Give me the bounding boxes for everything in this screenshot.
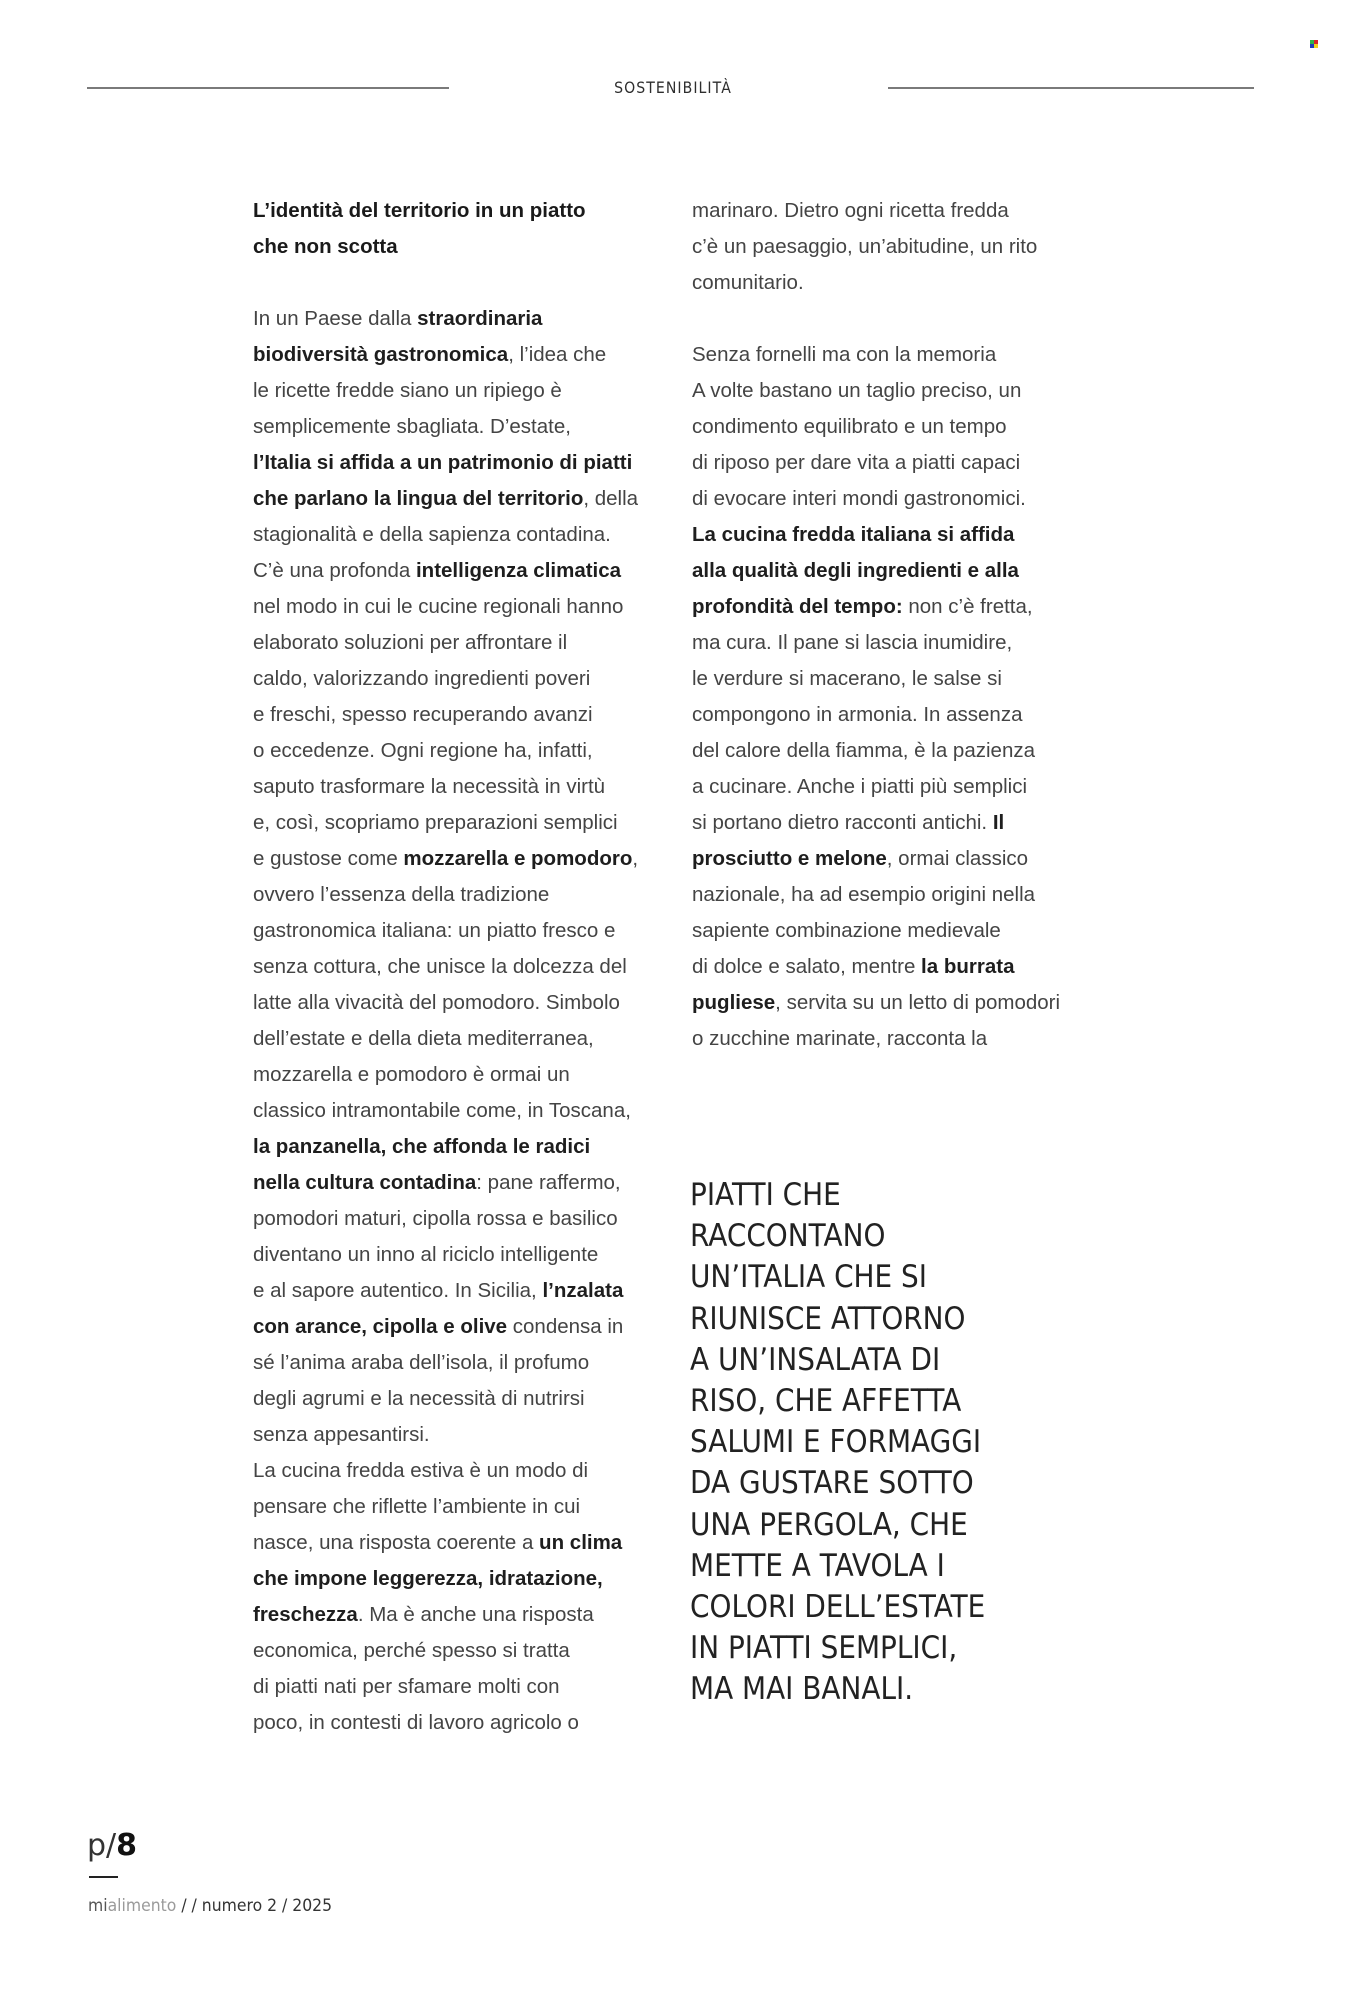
header-rule-right <box>888 87 1254 89</box>
text-line <box>253 553 673 589</box>
text-line <box>253 409 673 445</box>
body-text: C’è una profonda <box>253 559 416 582</box>
body-text: nasce, una risposta coerente a <box>253 1531 540 1554</box>
text-line <box>253 1309 673 1345</box>
body-text: di riposo per dare vita a piatti capaci <box>692 451 1021 474</box>
body-text: a cucinare. Anche i piatti più semplici <box>692 775 1028 798</box>
body-text: o zucchine marinate, racconta la <box>692 1027 988 1050</box>
body-text: , ormai classico <box>886 847 1029 870</box>
text-line <box>253 913 673 949</box>
text-line <box>253 1201 673 1237</box>
text-line <box>253 769 673 805</box>
body-text: caldo, valorizzando ingredienti poveri <box>253 667 591 690</box>
text-line <box>692 589 1112 625</box>
text-line <box>253 517 673 553</box>
article-body-left <box>253 301 673 1741</box>
bold-text: la panzanella, che affonda le radici <box>253 1135 591 1158</box>
body-text: , della <box>583 487 639 510</box>
text-line <box>692 481 1112 517</box>
text-line <box>253 625 673 661</box>
bold-text: profondità del tempo: <box>692 595 903 618</box>
text-line <box>253 1597 673 1633</box>
paragraph-gap <box>253 265 673 301</box>
section-title: SOSTENIBILITÀ <box>614 78 732 97</box>
text-line <box>692 841 1112 877</box>
body-text: saputo trasformare la necessità in virtù <box>253 775 606 798</box>
body-text: le ricette fredde siano un ripiego è <box>253 379 562 402</box>
text-line <box>692 1021 1112 1057</box>
bold-text: l’nzalata <box>542 1279 624 1302</box>
body-text: poco, in contesti di lavoro agricolo o <box>253 1711 579 1734</box>
bold-text: nella cultura contadina <box>253 1171 477 1194</box>
body-text: , servita su un letto di pomodori <box>775 991 1061 1014</box>
article-body-right-top <box>692 193 1112 301</box>
bold-text: freschezza <box>253 1603 358 1626</box>
text-line <box>692 805 1112 841</box>
pull-quote-line: A UN’INSALATA DI <box>690 1341 941 1378</box>
body-text: e gustose come <box>253 847 404 870</box>
body-text: classico intramontabile come, in Toscana, <box>253 1099 631 1122</box>
body-text: semplicemente sbagliata. D’estate, <box>253 415 571 438</box>
paragraph-gap <box>692 301 1112 337</box>
text-line <box>253 661 673 697</box>
body-text: latte alla vivacità del pomodoro. Simbolo <box>253 991 620 1014</box>
body-text: dell’estate e della dieta mediterranea, <box>253 1027 594 1050</box>
text-line <box>253 1453 673 1489</box>
body-text: condimento equilibrato e un tempo <box>692 415 1007 438</box>
text-line <box>253 301 673 337</box>
bold-text: pugliese <box>692 991 776 1014</box>
body-text: senza appesantirsi. <box>253 1423 430 1446</box>
text-line <box>692 733 1112 769</box>
body-text: e al sapore autentico. In Sicilia, <box>253 1279 543 1302</box>
body-text: non c’è fretta, <box>902 595 1033 618</box>
text-line <box>692 553 1112 589</box>
heading-line: L’identità del territorio in un piatto <box>253 199 586 222</box>
bold-text: intelligenza climatica <box>415 559 622 582</box>
pull-quote <box>690 1175 985 1710</box>
body-text: compongono in armonia. In assenza <box>692 703 1023 726</box>
text-line <box>692 517 1112 553</box>
body-text: gastronomica italiana: un piatto fresco e <box>253 919 616 942</box>
page-prefix: p/ <box>87 1828 117 1863</box>
body-text: stagionalità e della sapienza contadina. <box>253 523 611 546</box>
pull-quote-line: RIUNISCE ATTORNO <box>690 1300 966 1337</box>
body-text: : pane raffermo, <box>476 1171 621 1194</box>
text-line <box>253 1525 673 1561</box>
text-line <box>253 481 673 517</box>
text-line <box>692 913 1112 949</box>
bold-text: un clima <box>539 1531 623 1554</box>
text-line <box>253 337 673 373</box>
text-line <box>253 1489 673 1525</box>
body-text: mozzarella e pomodoro è ormai un <box>253 1063 570 1086</box>
text-line <box>253 1705 673 1741</box>
color-square-yellow <box>1314 44 1318 48</box>
bold-text: l’Italia si affida a un patrimonio di piatti <box>253 451 633 474</box>
body-text: sapiente combinazione medievale <box>692 919 1001 942</box>
text-line <box>692 409 1112 445</box>
text-line <box>253 1417 673 1453</box>
bold-text: che parlano la lingua del territorio <box>253 487 584 510</box>
page-number <box>87 1828 137 1863</box>
pull-quote-line: METTE A TAVOLA I <box>690 1547 945 1584</box>
header-rule-left <box>87 87 449 89</box>
pull-quote-line: SALUMI E FORMAGGI <box>690 1424 982 1461</box>
text-line <box>253 373 673 409</box>
body-text: comunitario. <box>692 271 804 294</box>
footer-divider <box>89 1876 118 1878</box>
body-text: pomodori maturi, cipolla rossa e basilico <box>253 1207 618 1230</box>
text-line <box>692 193 1112 229</box>
body-text: , l’idea che <box>508 343 607 366</box>
body-text: e, così, scopriamo preparazioni semplici <box>253 811 618 834</box>
body-text: di dolce e salato, mentre <box>692 955 922 978</box>
publication-name: alimento <box>107 1896 177 1916</box>
text-line <box>253 445 673 481</box>
body-text: sé l’anima araba dell’isola, il profumo <box>253 1351 590 1374</box>
publication-issue: / / numero 2 / 2025 <box>176 1896 333 1916</box>
text-line <box>253 1021 673 1057</box>
text-line <box>692 265 1112 301</box>
body-text: Senza fornelli ma con la memoria <box>692 343 997 366</box>
text-line <box>253 1093 673 1129</box>
heading-line: che non scotta <box>253 235 398 258</box>
text-line <box>253 733 673 769</box>
body-text: . Ma è anche una risposta <box>357 1603 594 1626</box>
pull-quote-line: MA MAI BANALI. <box>690 1671 914 1708</box>
text-line <box>253 589 673 625</box>
text-line <box>253 1165 673 1201</box>
text-line <box>253 1273 673 1309</box>
article-body-right-main <box>692 337 1112 1057</box>
text-line <box>692 625 1112 661</box>
body-text: senza cottura, che unisce la dolcezza del <box>253 955 627 978</box>
bold-text: prosciutto e melone <box>692 847 887 870</box>
pull-quote-line: RACCONTANO <box>690 1218 886 1255</box>
pull-quote-line: UN’ITALIA CHE SI <box>690 1259 927 1296</box>
body-text: nel modo in cui le cucine regionali hanno <box>253 595 624 618</box>
text-line <box>692 985 1112 1021</box>
text-line <box>253 1561 673 1597</box>
page-number-value: 8 <box>116 1828 138 1863</box>
text-line <box>692 769 1112 805</box>
body-text: elaborato soluzioni per affrontare il <box>253 631 568 654</box>
body-text: del calore della fiamma, è la pazienza <box>692 739 1035 762</box>
article-left-column <box>253 193 673 1741</box>
bold-text: straordinaria <box>417 307 543 330</box>
text-line <box>253 1345 673 1381</box>
body-text: c’è un paesaggio, un’abitudine, un rito <box>692 235 1038 258</box>
publication-name-prefix: mi <box>88 1896 108 1916</box>
pull-quote-line: RISO, CHE AFFETTA <box>690 1382 962 1419</box>
text-line <box>253 949 673 985</box>
body-text: ovvero l’essenza della tradizione <box>253 883 550 906</box>
body-text: di piatti nati per sfamare molti con <box>253 1675 560 1698</box>
text-line <box>692 229 1112 265</box>
text-line <box>253 985 673 1021</box>
article-heading <box>253 193 673 265</box>
text-line <box>253 697 673 733</box>
pull-quote-line: UNA PERGOLA, CHE <box>690 1506 968 1543</box>
text-line <box>692 661 1112 697</box>
body-text: pensare che riflette l’ambiente in cui <box>253 1495 581 1518</box>
text-line <box>692 445 1112 481</box>
text-line <box>253 1381 673 1417</box>
text-line <box>692 949 1112 985</box>
body-text: o eccedenze. Ogni regione ha, infatti, <box>253 739 593 762</box>
body-text: ma cura. Il pane si lascia inumidire, <box>692 631 1013 654</box>
bold-text: che impone leggerezza, idratazione, <box>253 1567 603 1590</box>
body-text: marinaro. Dietro ogni ricetta fredda <box>692 199 1009 222</box>
bold-text: la burrata <box>921 955 1015 978</box>
body-text: diventano un inno al riciclo intelligente <box>253 1243 599 1266</box>
body-text: le verdure si macerano, le salse si <box>692 667 1002 690</box>
bold-text: biodiversità gastronomica <box>253 343 509 366</box>
body-text: degli agrumi e la necessità di nutrirsi <box>253 1387 585 1410</box>
body-text: condensa in <box>507 1315 624 1338</box>
text-line <box>253 1057 673 1093</box>
bold-text: alla qualità degli ingredienti e alla <box>692 559 1019 582</box>
publication-info <box>88 1896 332 1916</box>
bold-text: mozzarella e pomodoro <box>403 847 633 870</box>
body-text: A volte bastano un taglio preciso, un <box>692 379 1022 402</box>
body-text: La cucina fredda estiva è un modo di <box>253 1459 589 1482</box>
body-text: e freschi, spesso recuperando avanzi <box>253 703 593 726</box>
body-text: , <box>632 847 639 870</box>
text-line <box>253 1237 673 1273</box>
text-line <box>692 877 1112 913</box>
article-right-column <box>692 193 1112 1057</box>
body-text: di evocare interi mondi gastronomici. <box>692 487 1026 510</box>
bold-text: La cucina fredda italiana si affida <box>692 523 1015 546</box>
text-line <box>253 805 673 841</box>
text-line <box>253 1129 673 1165</box>
text-line <box>253 1633 673 1669</box>
pull-quote-line: IN PIATTI SEMPLICI, <box>690 1630 958 1667</box>
pull-quote-line: PIATTI CHE <box>690 1177 841 1213</box>
pull-quote-line: DA GUSTARE SOTTO <box>690 1465 974 1502</box>
text-line <box>692 697 1112 733</box>
pull-quote-line: COLORI DELL’ESTATE <box>690 1588 986 1625</box>
text-line <box>692 373 1112 409</box>
body-text: si portano dietro racconti antichi. <box>692 811 993 834</box>
text-line <box>253 841 673 877</box>
text-line <box>253 1669 673 1705</box>
bold-text: con arance, cipolla e olive <box>253 1315 508 1338</box>
body-text: In un Paese dalla <box>253 307 418 330</box>
bold-text: Il <box>992 811 1005 834</box>
body-text: nazionale, ha ad esempio origini nella <box>692 883 1036 906</box>
body-text: economica, perché spesso si tratta <box>253 1639 570 1662</box>
text-line <box>692 337 1112 373</box>
text-line <box>253 877 673 913</box>
color-squares-icon <box>1310 40 1318 48</box>
